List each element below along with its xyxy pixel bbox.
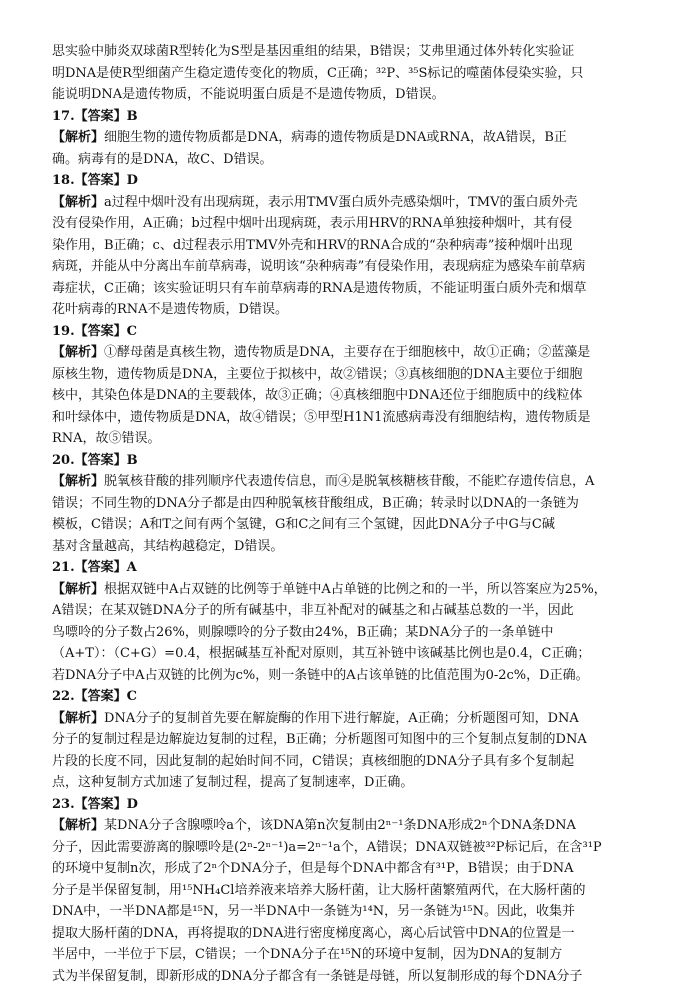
- answer-heading: 18.【答案】D: [52, 170, 642, 192]
- analysis-tag: 【解析】: [52, 711, 104, 726]
- analysis-line: 模板，C错误；A和T之间有两个氢键，G和C之间有三个氢键，因此DNA分子中G与C碱: [52, 514, 642, 536]
- analysis-text: a过程中烟叶没有出现病斑，表示用TMV蛋白质外壳感染烟叶，TMV的蛋白质外壳: [104, 195, 578, 210]
- analysis-line: 半居中，一半位于下层，C错误；一个DNA分子在¹⁵N的环境中复制，因为DNA的复制方: [52, 944, 642, 966]
- analysis-line: 没有侵染作用，A正确；b过程中烟叶出现病斑，表示用HRV的RNA单独接种烟叶，其有侵: [52, 213, 642, 235]
- analysis-line: [52, 192, 642, 214]
- analysis-tag: 【解析】: [52, 818, 104, 833]
- text-line: 思实验中肺炎双球菌R型转化为S型是基因重组的结果，B错误；艾弗里通过体外转化实验证: [52, 41, 642, 63]
- analysis-line: 片段的长度不同，因此复制的起始时间不同，C错误；真核细胞的DNA分子具有多个复制起: [52, 751, 642, 773]
- analysis-text: 某DNA分子含腺嘌呤a个，该DNA第n次复制由2ⁿ⁻¹条DNA形成2ⁿ个DNA条DNA: [104, 818, 576, 833]
- analysis-tag: 【解析】: [52, 582, 104, 597]
- analysis-line: 分子的复制过程是边解旋边复制的过程，B正确；分析题图可知图中的三个复制点复制的DNA: [52, 729, 642, 751]
- analysis-line: DNA中，一半DNA都是¹⁵N，另一半DNA中一条链为¹⁴N，另一条链为¹⁵N。因此，收集并: [52, 901, 642, 923]
- analysis-text: ①酵母菌是真核生物，遗传物质是DNA，主要存在于细胞核中，故①正确；②蓝藻是: [104, 345, 590, 360]
- analysis-line: 病斑，并能从中分离出车前草病毒，说明该“杂种病毒”有侵染作用，表现病症为感染车前草病: [52, 256, 642, 278]
- analysis-line: [52, 342, 642, 364]
- analysis-tag: 【解析】: [52, 345, 104, 360]
- analysis-tag: 【解析】: [52, 130, 104, 145]
- analysis-line: 毒症状，C正确；该实验证明只有车前草病毒的RNA是遗传物质，不能证明蛋白质外壳和烟草: [52, 278, 642, 300]
- analysis-line: 鸟嘌呤的分子数占26%，则腺嘌呤的分子数由24%，B正确；某DNA分子的一条单链中: [52, 622, 642, 644]
- analysis-line: 的环境中复制n次，形成了2ⁿ个DNA分子，但是每个DNA中都含有³¹P，B错误；由于DNA: [52, 858, 642, 880]
- analysis-line: 分子，因此需要游离的腺嘌呤是(2ⁿ-2ⁿ⁻¹)a=2ⁿ⁻¹a个，A错误；DNA双链被³²P标记后，在含³¹P: [52, 837, 642, 859]
- text-line: 明DNA是使R型细菌产生稳定遗传变化的物质，C正确；³²P、³⁵S标记的噬菌体侵染实验，只: [52, 63, 642, 85]
- analysis-line: 基对含量越高，其结构越稳定，D错误。: [52, 536, 642, 558]
- analysis-line: RNA，故⑤错误。: [52, 428, 642, 450]
- analysis-line: [52, 471, 642, 493]
- answer-heading: 19.【答案】C: [52, 321, 642, 343]
- analysis-tag: 【解析】: [52, 195, 104, 210]
- analysis-tag: 【解析】: [52, 474, 104, 489]
- analysis-line: （A+T）：（C+G）=0.4，根据碱基互补配对原则，其互补链中该碱基比例也是0.4，C正确；: [52, 643, 642, 665]
- analysis-line: [52, 708, 642, 730]
- analysis-text: 细胞生物的遗传物质都是DNA，病毒的遗传物质是DNA或RNA，故A错误，B正: [104, 130, 567, 145]
- answer-heading: 23.【答案】D: [52, 794, 642, 816]
- analysis-line: 式为半保留复制，即新形成的DNA分子都含有一条链是母链，所以复制形成的每个DNA分子: [52, 966, 642, 987]
- analysis-line: 染作用，B正确；c、d过程表示用TMV外壳和HRV的RNA合成的“杂种病毒”接种烟叶出现: [52, 235, 642, 257]
- answer-heading: 22.【答案】C: [52, 686, 642, 708]
- analysis-line: [52, 579, 642, 601]
- analysis-line: [52, 815, 642, 837]
- analysis-line: 错误；不同生物的DNA分子都是由四种脱氧核苷酸组成，B正确；转录时以DNA的一条链为: [52, 493, 642, 515]
- analysis-line: 花叶病毒的RNA不是遗传物质，D错误。: [52, 299, 642, 321]
- analysis-line: 若DNA分子中A占双链的比例为c%，则一条链中的A占该单链的比值范围为0-2c%，D正确。: [52, 665, 642, 687]
- text-line: 能说明DNA是遗传物质，不能说明蛋白质是不是遗传物质，D错误。: [52, 84, 642, 106]
- analysis-line: 分子是半保留复制，用¹⁵NH₄Cl培养液来培养大肠杆菌，让大肠杆菌繁殖两代，在大肠杆菌的: [52, 880, 642, 902]
- analysis-text: DNA分子的复制首先要在解旋酶的作用下进行解旋，A正确；分析题图可知，DNA: [104, 711, 579, 726]
- analysis-line: [52, 127, 642, 149]
- analysis-line: 和叶绿体中，遗传物质是DNA，故④错误；⑤甲型H1N1流感病毒没有细胞结构，遗传物质是: [52, 407, 642, 429]
- document-page: [52, 41, 642, 987]
- analysis-line: A错误；在某双链DNA分子的所有碱基中，非互补配对的碱基之和占碱基总数的一半，因此: [52, 600, 642, 622]
- analysis-text: 脱氧核苷酸的排列顺序代表遗传信息，而④是脱氧核糖核苷酸，不能贮存遗传信息，A: [104, 474, 594, 489]
- answer-heading: 21.【答案】A: [52, 557, 642, 579]
- analysis-line: 提取大肠杆菌的DNA，再将提取的DNA进行密度梯度离心，离心后试管中DNA的位置是一: [52, 923, 642, 945]
- analysis-line: 点，这种复制方式加速了复制过程，提高了复制速率，D正确。: [52, 772, 642, 794]
- analysis-line: 核中，其染色体是DNA的主要载体，故③正确；④真核细胞中DNA还位于细胞质中的线粒体: [52, 385, 642, 407]
- analysis-text: 根据双链中A占双链的比例等于单链中A占单链的比例之和的一半，所以答案应为25%，: [104, 582, 607, 597]
- answer-heading: 20.【答案】B: [52, 450, 642, 472]
- analysis-line: 原核生物，遗传物质是DNA，主要位于拟核中，故②错误；③真核细胞的DNA主要位于细胞: [52, 364, 642, 386]
- answer-heading: 17.【答案】B: [52, 106, 642, 128]
- analysis-line: 确。病毒有的是DNA，故C、D错误。: [52, 149, 642, 171]
